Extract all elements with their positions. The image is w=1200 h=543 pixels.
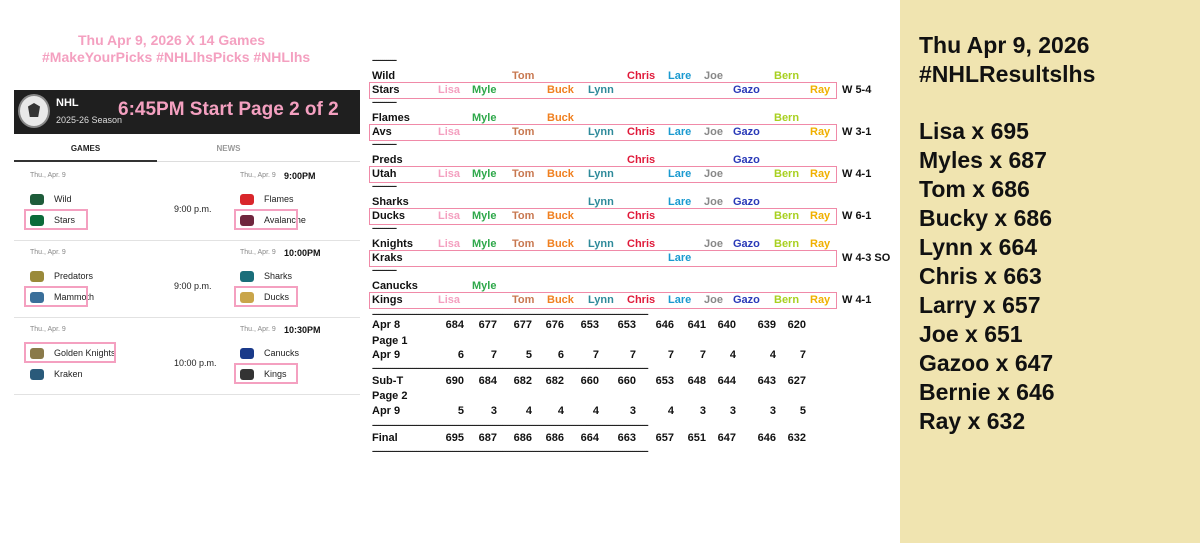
score-gazo: 3 [729,405,736,417]
separator-dashes: ------------ [372,181,396,191]
home-team-label: Stars [372,84,400,96]
separator-dashes: ------------ [372,55,396,65]
score-tom: 4 [525,405,532,417]
pick-joe: Joe [704,168,723,180]
game-result: W 4-1 [842,168,872,180]
picks-board [364,0,900,543]
game-time: 9:00 p.m. [174,204,212,214]
app-season: 2025-26 Season [56,115,123,125]
pick-lynn: Lynn [588,294,614,306]
score-lisa: 6 [457,349,464,361]
standing-entry: Lisa x 695 [919,118,1029,144]
pick-ray: Ray [810,84,831,96]
results-date: Thu Apr 9, 2026 [919,32,1090,58]
score-joe: 648 [687,375,706,387]
game-time: 10:00 p.m. [174,358,217,368]
pick-myle: Myle [472,112,497,124]
standing-entry: Bernie x 646 [919,379,1055,405]
app-top-bar [14,90,360,134]
pick-highlight-box [234,286,298,307]
game-time: 9:00 p.m. [174,281,212,291]
team-logo-icon [240,348,254,359]
pick-ray: Ray [810,238,831,250]
pick-bern: Bern [774,168,800,180]
pick-chris: Chris [627,126,656,138]
home-team-name[interactable]: Ducks [264,292,290,302]
score-lisa: 684 [445,319,464,331]
pick-lynn: Lynn [588,168,614,180]
score-ray: 627 [787,375,806,387]
score-bern: 643 [757,375,776,387]
pick-lynn: Lynn [588,238,614,250]
away-team-name[interactable]: Wild [54,194,72,204]
away-team-label: Sharks [372,196,409,208]
standing-entry: Lynn x 664 [919,234,1038,260]
pick-highlight-box [24,209,88,230]
pick-lare: Lare [668,294,692,306]
score-joe: 641 [687,319,706,331]
pick-lisa: Lisa [438,84,461,96]
pick-myle: Myle [472,84,497,96]
team-logo-icon [30,369,44,380]
score-myle: 687 [478,432,497,444]
totals-row-label: Apr 9 [372,349,401,361]
pick-joe: Joe [704,294,723,306]
pick-buck: Buck [547,210,574,222]
winner-highlight-box [369,250,837,267]
pick-chris: Chris [627,294,656,306]
pick-bern: Bern [774,112,800,124]
score-buck: 4 [557,405,564,417]
pick-ray: Ray [810,210,831,222]
schedule-row [14,164,360,241]
score-bern: 639 [757,319,776,331]
score-tom: 677 [513,319,532,331]
away-team-name[interactable]: Golden Knights [54,348,116,358]
start-time-banner: 6:45PM Start Page 2 of 2 [118,99,339,120]
score-ray: 620 [787,319,806,331]
nhl-app-panel [14,90,360,403]
score-myle: 3 [490,405,497,417]
game-result: W 4-1 [842,294,872,306]
results-panel [900,0,1200,543]
score-joe: 3 [699,405,706,417]
pick-tom: Tom [512,210,535,222]
score-buck: 682 [545,375,564,387]
schedule-row [14,241,360,318]
away-team-label: Knights [372,238,413,250]
score-lare: 657 [655,432,674,444]
pick-joe: Joe [704,196,723,208]
home-team-name[interactable]: Kings [264,369,287,379]
game-slot-time: 10:00PM [284,248,321,258]
totals-row-label: Apr 9 [372,405,401,417]
pick-chris: Chris [627,154,656,166]
pick-tom: Tom [512,168,535,180]
score-lare: 653 [655,375,674,387]
separator-dashes: ------------ [372,97,396,107]
separator-dashes: ------------ [372,139,396,149]
pick-lynn: Lynn [588,196,614,208]
game-date: Thu., Apr. 9 [240,326,276,333]
pick-lare: Lare [668,126,692,138]
pick-lynn: Lynn [588,126,614,138]
pick-myle: Myle [472,168,497,180]
score-lynn: 653 [580,319,599,331]
score-joe: 7 [699,349,706,361]
pick-buck: Buck [547,112,574,124]
pick-lare: Lare [668,196,692,208]
score-buck: 686 [545,432,564,444]
totals-separator: ------------------------------------------------------------------------------------------------------------------------------------------ [372,363,648,373]
pick-tom: Tom [512,126,535,138]
header-date-line: Thu Apr 9, 2026 X 14 Games [78,32,266,48]
pick-bern: Bern [774,210,800,222]
score-gazo: 640 [717,319,736,331]
score-lynn: 4 [592,405,599,417]
team-logo-icon [30,194,44,205]
score-ray: 5 [799,405,806,417]
score-ray: 7 [799,349,806,361]
pick-lare: Lare [668,70,692,82]
score-bern: 3 [769,405,776,417]
pick-lare: Lare [668,168,692,180]
away-team-name[interactable]: Canucks [264,348,300,358]
team-logo-icon [240,271,254,282]
tab-games[interactable]: GAMES [14,136,157,162]
team-logo-icon [30,271,44,282]
score-lynn: 7 [592,349,599,361]
pick-myle: Myle [472,280,497,292]
pick-buck: Buck [547,84,574,96]
standing-entry: Gazoo x 647 [919,350,1054,376]
score-chris: 7 [629,349,636,361]
game-result: W 3-1 [842,126,872,138]
game-result: W 6-1 [842,210,872,222]
score-joe: 651 [687,432,706,444]
home-team-label: Ducks [372,210,406,222]
score-lare: 4 [667,405,674,417]
score-chris: 653 [617,319,636,331]
home-team-name[interactable]: Kraken [54,369,83,379]
score-lisa: 695 [445,432,464,444]
pick-bern: Bern [774,294,800,306]
pick-bern: Bern [774,238,800,250]
schedule-row [14,318,360,395]
results-hashtag: #NHLResultslhs [919,61,1096,87]
standing-entry: Tom x 686 [919,176,1030,202]
score-lare: 7 [667,349,674,361]
pick-highlight-box [234,363,298,384]
pick-chris: Chris [627,238,656,250]
score-ray: 632 [787,432,806,444]
totals-row-label: Page 1 [372,335,408,347]
pick-tom: Tom [512,238,535,250]
away-team-name[interactable]: Sharks [264,271,293,281]
pick-chris: Chris [627,70,656,82]
score-chris: 663 [617,432,636,444]
score-tom: 5 [525,349,532,361]
game-date: Thu., Apr. 9 [30,172,66,179]
score-tom: 686 [513,432,532,444]
pick-lisa: Lisa [438,210,461,222]
pick-joe: Joe [704,126,723,138]
separator-dashes: ------------ [372,265,396,275]
game-result: W 4-3 SO [842,252,891,264]
home-team-label: Kraks [372,252,403,264]
totals-row-label: Sub-T [372,375,404,387]
score-buck: 676 [545,319,564,331]
pick-lynn: Lynn [588,84,614,96]
separator-dashes: ------------ [372,223,396,233]
game-date: Thu., Apr. 9 [240,249,276,256]
standing-entry: Bucky x 686 [919,205,1052,231]
score-lare: 646 [655,319,674,331]
score-myle: 677 [478,319,497,331]
standing-entry: Joe x 651 [919,321,1023,347]
score-tom: 682 [513,375,532,387]
home-team-name[interactable]: Avalanche [264,215,306,225]
pick-tom: Tom [512,70,535,82]
pick-lisa: Lisa [438,238,461,250]
score-lynn: 664 [580,432,599,444]
app-brand: NHL [56,97,79,109]
score-gazo: 644 [717,375,736,387]
standing-entry: Ray x 632 [919,408,1026,434]
pick-chris: Chris [627,210,656,222]
pick-ray: Ray [810,168,831,180]
header-hashtags: #MakeYourPicks #NHLlhsPicks #NHLlhs [42,49,311,65]
score-chris: 660 [617,375,636,387]
totals-separator: ------------------------------------------------------------------------------------------------------------------------------------------ [372,446,648,456]
away-team-label: Preds [372,154,403,166]
score-myle: 684 [478,375,497,387]
away-team-name[interactable]: Predators [54,271,94,281]
away-team-label: Wild [372,70,396,82]
game-result: W 5-4 [842,84,872,96]
totals-row-label: Final [372,432,398,444]
score-myle: 7 [490,349,497,361]
pick-joe: Joe [704,238,723,250]
nhl-logo-icon [18,94,50,128]
pick-myle: Myle [472,210,497,222]
pick-ray: Ray [810,126,831,138]
pick-gazo: Gazo [733,294,760,306]
totals-row-label: Apr 8 [372,319,401,331]
away-team-label: Flames [372,112,410,124]
score-lynn: 660 [580,375,599,387]
pick-lare: Lare [668,252,692,264]
score-chris: 3 [629,405,636,417]
tab-bar [14,136,360,162]
score-gazo: 4 [729,349,736,361]
pick-gazo: Gazo [733,238,760,250]
pick-gazo: Gazo [733,154,760,166]
game-date: Thu., Apr. 9 [240,172,276,179]
team-logo-icon [240,194,254,205]
home-team-label: Avs [372,126,392,138]
standing-entry: Larry x 657 [919,292,1041,318]
standing-entry: Chris x 663 [919,263,1042,289]
home-team-name[interactable]: Stars [54,215,76,225]
pick-lisa: Lisa [438,168,461,180]
pick-highlight-box [24,342,116,363]
score-gazo: 647 [717,432,736,444]
totals-separator: ------------------------------------------------------------------------------------------------------------------------------------------ [372,420,648,430]
pick-buck: Buck [547,238,574,250]
game-date: Thu., Apr. 9 [30,249,66,256]
pick-tom: Tom [512,294,535,306]
pick-gazo: Gazo [733,196,760,208]
home-team-label: Kings [372,294,403,306]
pick-buck: Buck [547,168,574,180]
tab-news[interactable]: NEWS [216,144,241,153]
pick-ray: Ray [810,294,831,306]
score-buck: 6 [557,349,564,361]
game-slot-time: 10:30PM [284,325,321,335]
pick-highlight-box [24,286,88,307]
pick-gazo: Gazo [733,84,760,96]
game-slot-time: 9:00PM [284,171,316,181]
pick-myle: Myle [472,238,497,250]
score-bern: 4 [769,349,776,361]
pick-lisa: Lisa [438,126,461,138]
pick-joe: Joe [704,70,723,82]
away-team-name[interactable]: Flames [264,194,294,204]
pick-highlight-box [234,209,298,230]
score-lisa: 5 [457,405,464,417]
totals-row-label: Page 2 [372,390,408,402]
home-team-name[interactable]: Mammoth [54,292,95,302]
home-team-label: Utah [372,168,397,180]
pick-bern: Bern [774,70,800,82]
away-team-label: Canucks [372,280,418,292]
game-date: Thu., Apr. 9 [30,326,66,333]
score-bern: 646 [757,432,776,444]
pick-lisa: Lisa [438,294,461,306]
pick-gazo: Gazo [733,126,760,138]
totals-separator: ------------------------------------------------------------------------------------------------------------------------------------------ [372,309,648,319]
score-lisa: 690 [445,375,464,387]
standing-entry: Myles x 687 [919,147,1047,173]
pick-buck: Buck [547,294,574,306]
